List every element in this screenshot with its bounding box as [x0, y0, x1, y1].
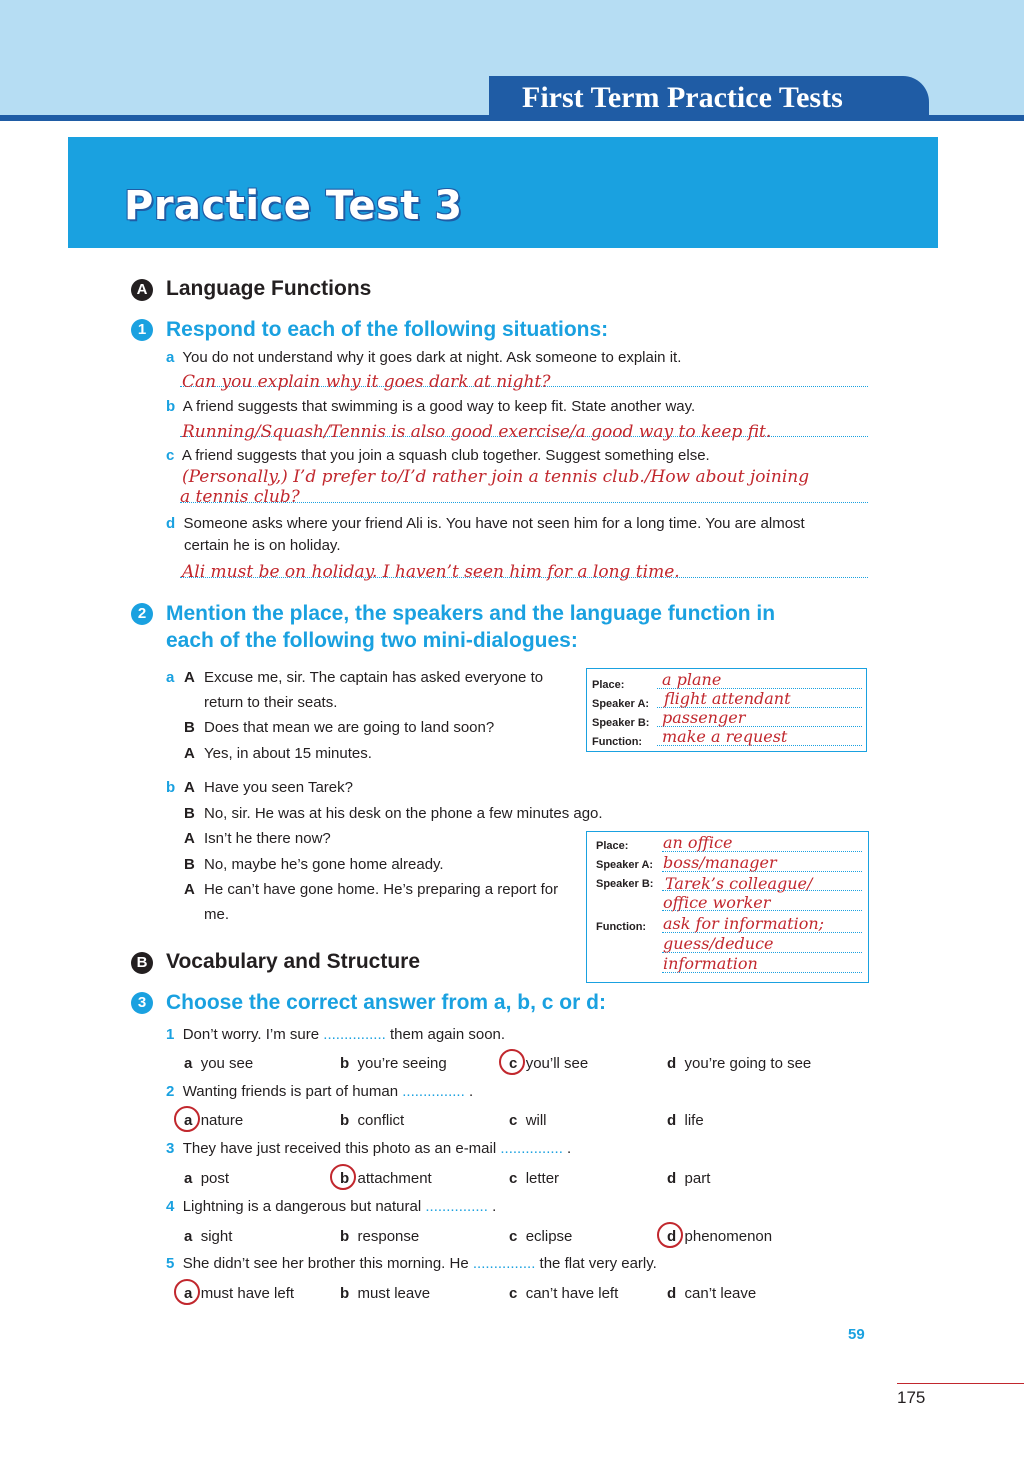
handwritten-function-line-2: guess/deduce	[663, 934, 774, 953]
q3-option-1-a[interactable]	[184, 1055, 253, 1073]
speaker-label: B	[184, 856, 195, 873]
option-letter: b	[340, 1112, 350, 1129]
handwritten-speaker-b-line-1: Tarek’s colleague/	[665, 874, 813, 893]
q1-item-c	[166, 447, 710, 465]
dialogue-line: Yes, in about 15 minutes.	[204, 745, 372, 762]
answer-circle-mark	[657, 1222, 683, 1248]
option-text: response	[357, 1228, 420, 1245]
question-text: They have just received this photo as an e-mail	[182, 1140, 497, 1157]
question-text: She didn’t see her brother this morning. He	[182, 1255, 469, 1272]
question-text-end: .	[468, 1083, 474, 1100]
option-letter: b	[340, 1228, 350, 1245]
item-letter: b	[166, 398, 176, 415]
dialogue-line: Does that mean we are going to land soon?	[204, 719, 495, 736]
option-text: you see	[200, 1055, 254, 1072]
handwritten-speaker-b: passenger	[662, 708, 746, 727]
option-text: you’ll see	[525, 1055, 589, 1072]
question-2-badge: 2	[131, 603, 153, 625]
option-letter: d	[667, 1170, 677, 1187]
option-letter: c	[509, 1285, 518, 1302]
q3-question-2	[166, 1083, 473, 1101]
speaker-label: A	[184, 669, 195, 686]
option-letter: a	[184, 1112, 193, 1129]
q1-item-a	[166, 349, 681, 367]
handwritten-speaker-a: boss/manager	[663, 853, 777, 872]
place-label: Place:	[592, 679, 625, 691]
answer-blank: ...............	[472, 1255, 536, 1272]
answer-blank: ...............	[425, 1198, 488, 1215]
place-label: Place:	[596, 840, 629, 852]
dialogue-line: No, maybe he’s gone home already.	[204, 856, 444, 873]
question-number: 3	[166, 1140, 175, 1157]
footer-rule	[897, 1383, 1024, 1384]
option-letter: d	[667, 1228, 677, 1245]
speaker-label: A	[184, 830, 195, 847]
option-text: must have left	[200, 1285, 295, 1302]
option-letter: c	[509, 1055, 518, 1072]
item-prompt-continued: certain he is on holiday.	[184, 537, 341, 554]
option-text: eclipse	[525, 1228, 573, 1245]
speaker-label: A	[184, 745, 195, 762]
option-text: can’t leave	[684, 1285, 757, 1302]
option-text: must leave	[357, 1285, 431, 1302]
outer-page-number: 175	[897, 1388, 926, 1407]
handwritten-answer: Running/Squash/Tennis is also good exercise/a good way to keep fit.	[182, 422, 772, 442]
question-text: Don’t worry. I’m sure	[182, 1026, 320, 1043]
question-text-end: .	[567, 1140, 572, 1157]
option-letter: c	[509, 1228, 518, 1245]
header-title-tab: First Term Practice Tests	[489, 76, 929, 119]
handwritten-answer: Can you explain why it goes dark at night?	[182, 372, 551, 392]
handwritten-place: an office	[663, 833, 733, 852]
option-text: sight	[200, 1228, 233, 1245]
item-letter: c	[166, 447, 175, 464]
option-letter: a	[184, 1285, 193, 1302]
question-text-end: the flat very early.	[539, 1255, 657, 1272]
question-text-end: .	[492, 1198, 497, 1215]
q3-question-3	[166, 1140, 571, 1158]
option-text: life	[684, 1112, 704, 1129]
dialogue-line: Excuse me, sir. The captain has asked everyone to	[204, 669, 544, 686]
option-letter: d	[667, 1285, 677, 1302]
q3-option-3-c[interactable]	[509, 1170, 559, 1188]
answer-blank: ...............	[402, 1083, 465, 1100]
q3-option-4-b[interactable]	[340, 1228, 419, 1246]
q3-option-5-c[interactable]	[509, 1285, 618, 1303]
q3-option-5-d[interactable]	[667, 1285, 756, 1303]
q3-option-3-d[interactable]	[667, 1170, 710, 1188]
item-prompt: You do not understand why it goes dark at night. Ask someone to explain it.	[182, 349, 682, 366]
title-banner	[68, 137, 938, 248]
dialogue-a-answer-box	[586, 668, 867, 752]
option-letter: b	[340, 1285, 350, 1302]
inner-page-number: 59	[848, 1326, 865, 1343]
q1-item-b	[166, 398, 695, 416]
speaker-a-label: Speaker A:	[592, 698, 650, 710]
item-letter: a	[166, 349, 175, 366]
dialogue-b-answer-box	[586, 831, 869, 983]
option-text: you’re seeing	[357, 1055, 447, 1072]
option-text: attachment	[357, 1170, 432, 1187]
option-letter: d	[667, 1055, 677, 1072]
question-number: 5	[166, 1255, 175, 1272]
option-text: conflict	[357, 1112, 405, 1129]
handwritten-speaker-b-line-2: office worker	[663, 893, 771, 912]
dialogue-line: Isn’t he there now?	[204, 830, 331, 847]
question-number: 1	[166, 1026, 175, 1043]
question-2-title-line-2: each of the following two mini-dialogues:	[166, 629, 578, 652]
handwritten-place: a plane	[662, 670, 722, 689]
q3-option-1-b[interactable]	[340, 1055, 447, 1073]
handwritten-function-line-1: ask for information;	[663, 914, 825, 933]
option-letter: b	[340, 1170, 350, 1187]
question-text: Lightning is a dangerous but natural	[182, 1198, 422, 1215]
question-3-badge: 3	[131, 992, 153, 1014]
option-letter: c	[509, 1170, 518, 1187]
option-letter: a	[184, 1170, 193, 1187]
q3-option-2-c[interactable]	[509, 1112, 547, 1130]
option-text: phenomenon	[684, 1228, 773, 1245]
option-text: you’re going to see	[684, 1055, 812, 1072]
question-3-title: Choose the correct answer from a, b, c or d:	[166, 991, 606, 1014]
question-2-title-line-1: Mention the place, the speakers and the language function in	[166, 602, 776, 625]
answer-blank: ...............	[323, 1026, 386, 1043]
q3-question-1	[166, 1026, 505, 1044]
item-prompt: A friend suggests that swimming is a good way to keep fit. State another way.	[182, 398, 696, 415]
speaker-b-label: Speaker B:	[596, 878, 654, 890]
handwritten-answer-line-1: (Personally,) I’d prefer to/I’d rather join a tennis club./How about joining	[182, 467, 810, 487]
page-title: Practice Test 3	[124, 183, 463, 229]
option-text: can’t have left	[525, 1285, 619, 1302]
dialogue-line: return to their seats.	[204, 694, 338, 711]
question-1-badge: 1	[131, 319, 153, 341]
option-letter: c	[509, 1112, 518, 1129]
dialogue-a-letter: a	[166, 669, 175, 686]
answer-circle-mark	[499, 1049, 525, 1075]
answer-circle-mark	[174, 1106, 200, 1132]
function-label: Function:	[596, 921, 647, 933]
option-letter: a	[184, 1055, 193, 1072]
speaker-label: B	[184, 805, 195, 822]
dialogue-line: me.	[204, 906, 230, 923]
dialogue-line: Have you seen Tarek?	[204, 779, 353, 796]
option-text: post	[200, 1170, 230, 1187]
speaker-label: A	[184, 881, 195, 898]
answer-circle-mark	[330, 1164, 356, 1190]
question-number: 2	[166, 1083, 175, 1100]
option-letter: d	[667, 1112, 677, 1129]
answer-blank: ...............	[500, 1140, 563, 1157]
q3-option-5-a[interactable]	[184, 1285, 294, 1303]
dialogue-line: He can’t have gone home. He’s preparing a report for	[204, 881, 559, 898]
section-a-badge: A	[131, 279, 153, 301]
section-b-badge: B	[131, 952, 153, 974]
option-text: will	[525, 1112, 547, 1129]
option-text: letter	[525, 1170, 560, 1187]
item-letter: d	[166, 515, 176, 532]
question-number: 4	[166, 1198, 175, 1215]
q3-option-2-d[interactable]	[667, 1112, 704, 1130]
speaker-label: A	[184, 779, 195, 796]
q3-option-5-b[interactable]	[340, 1285, 430, 1303]
item-prompt: Someone asks where your friend Ali is. You have not seen him for a long time. You are almost	[183, 515, 805, 532]
handwritten-function: make a request	[662, 727, 788, 746]
q3-option-4-a[interactable]	[184, 1228, 232, 1246]
option-text: part	[684, 1170, 711, 1187]
speaker-label: B	[184, 719, 195, 736]
handwritten-answer-line-2: a tennis club?	[180, 487, 300, 507]
section-b-title: Vocabulary and Structure	[166, 950, 421, 973]
option-letter: b	[340, 1055, 350, 1072]
option-letter: a	[184, 1228, 193, 1245]
handwritten-answer: Ali must be on holiday. I haven’t seen him for a long time.	[182, 562, 680, 582]
speaker-b-label: Speaker B:	[592, 717, 650, 729]
q3-option-4-c[interactable]	[509, 1228, 572, 1246]
dialogue-line: No, sir. He was at his desk on the phone a few minutes ago.	[204, 805, 603, 822]
section-a-title: Language Functions	[166, 277, 372, 300]
speaker-a-label: Speaker A:	[596, 859, 654, 871]
q3-question-5	[166, 1255, 657, 1273]
dialogue-b-letter: b	[166, 779, 176, 796]
function-label: Function:	[592, 736, 643, 748]
handwritten-function-line-3: information	[663, 954, 758, 973]
question-text-end: them again soon.	[389, 1026, 506, 1043]
q3-option-3-a[interactable]	[184, 1170, 229, 1188]
option-text: nature	[200, 1112, 244, 1129]
item-prompt: A friend suggests that you join a squash club together. Suggest something else.	[181, 447, 710, 464]
handwritten-speaker-a: flight attendant	[664, 689, 791, 708]
q3-option-1-d[interactable]	[667, 1055, 811, 1073]
question-1-title: Respond to each of the following situations:	[166, 318, 609, 341]
q3-option-2-b[interactable]	[340, 1112, 404, 1130]
answer-circle-mark	[174, 1279, 200, 1305]
q3-question-4	[166, 1198, 496, 1216]
q1-item-d	[166, 515, 805, 533]
question-text: Wanting friends is part of human	[182, 1083, 399, 1100]
